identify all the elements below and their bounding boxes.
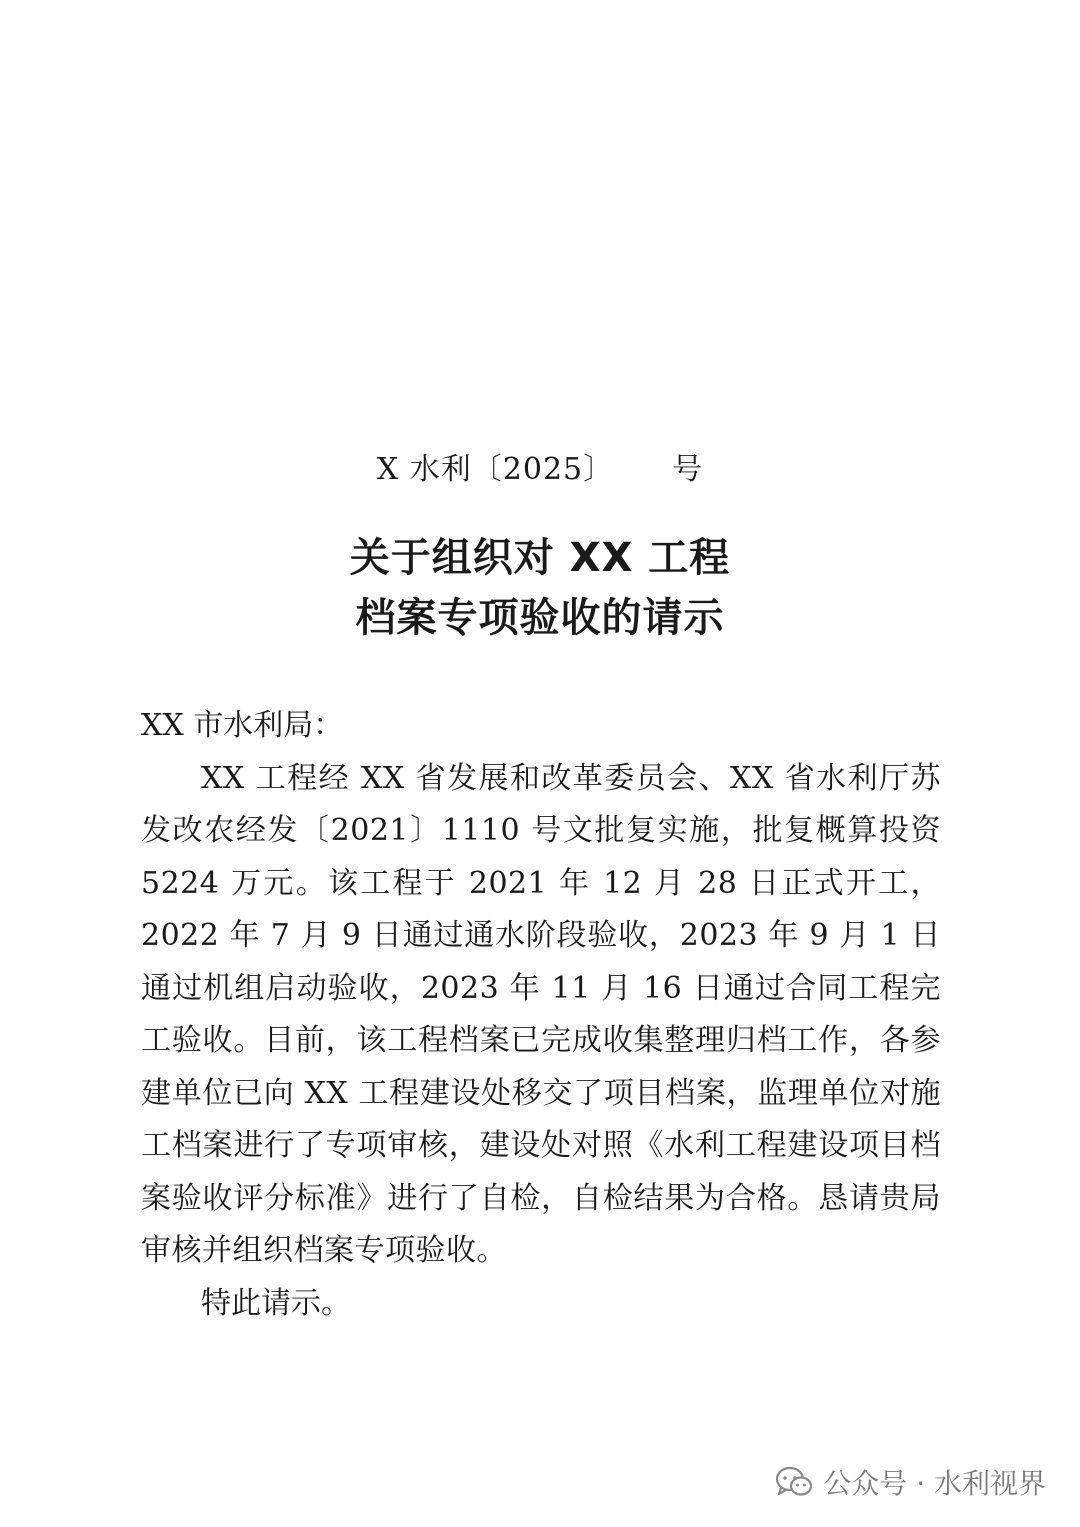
watermark-text: 公众号 · 水利视界 (823, 1467, 1046, 1500)
document-number-suffix: 号 (672, 452, 704, 487)
document-title (0, 528, 1080, 648)
document-body (141, 700, 941, 1330)
document-number-prefix: X 水利〔2025〕 (376, 452, 615, 487)
document-number (0, 450, 1080, 490)
body-paragraph: XX 工程经 XX 省发展和改革委员会、XX 省水利厅苏发改农经发〔2021〕1110 号文批复实施，批复概算投资 5224 万元。该工程于 2021 年 12 月 28 日正式开工，2022 年 7 月 9 日通过通水阶段验收，2023 年 9 月 1 日通过机组启动验收，2023 年 11 月 16 日通过合同工程完工验收。目前，该工程档案已完成收集整理归档工作，各参建单位已向 XX 工程建设处移交了项目档案，监理单位对施工档案进行了专项审核，建设处对照《水利工程建设项目档案验收评分标准》进行了自检，自检结果为合格。恳请贵局审核并组织档案专项验收。 (141, 760, 941, 1268)
title-line-1: 关于组织对 XX 工程 (349, 535, 731, 581)
salutation: XX 市水利局： (141, 708, 344, 743)
closing-line: 特此请示。 (201, 1285, 351, 1321)
wechat-icon (775, 1466, 813, 1498)
title-line-2: 档案专项验收的请示 (355, 595, 725, 641)
watermark (775, 1462, 1046, 1502)
